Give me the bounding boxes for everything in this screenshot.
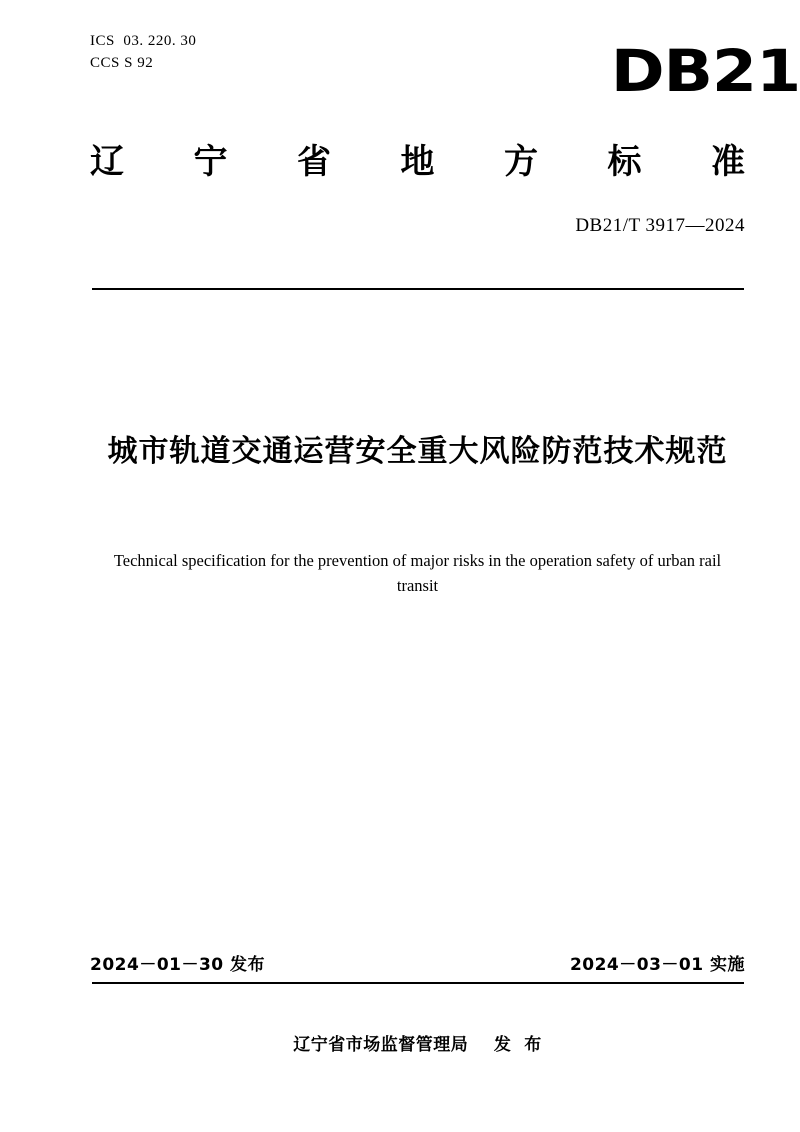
title-char-4: 方	[504, 142, 538, 182]
db21-logo: DB21	[610, 37, 800, 105]
title-char-2: 省	[297, 142, 331, 182]
title-char-3: 地	[400, 142, 435, 182]
title-char-5: 标	[607, 142, 642, 182]
header-divider	[92, 288, 744, 290]
standard-number: DB21/T 3917—2024	[575, 215, 745, 236]
dates-row	[90, 950, 745, 975]
ccs-code: CCS S 92	[90, 55, 154, 71]
document-title-english: Technical specification for the prevention of major risks in the operation safety of urban rail transit	[113, 551, 722, 595]
ics-code: ICS 03. 220. 30	[90, 33, 197, 49]
title-char-0: 辽	[90, 142, 124, 182]
footer-divider	[92, 982, 744, 984]
document-title-chinese: 城市轨道交通运营安全重大风险防范技术规范	[107, 434, 728, 469]
standard-title-cn	[90, 140, 745, 184]
title-char-1: 宁	[193, 142, 228, 182]
title-char-6: 准	[711, 142, 745, 182]
issue-date: 2024－01－30 发布	[90, 955, 266, 975]
publisher-line: 辽宁省市场监督管理局 发 布	[293, 1035, 542, 1055]
effective-date: 2024－03－01 实施	[569, 955, 745, 975]
